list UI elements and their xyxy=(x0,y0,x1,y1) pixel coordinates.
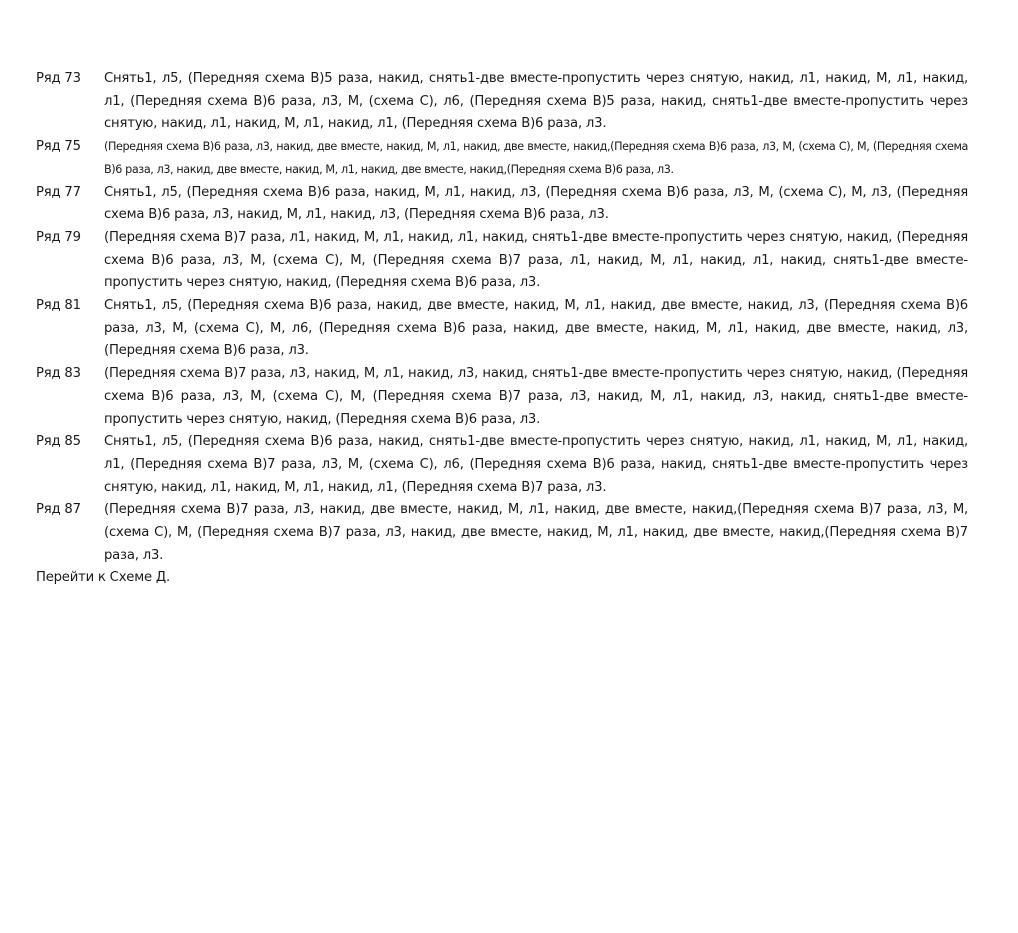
row-label: Ряд 81 xyxy=(36,298,81,314)
row-label: Ряд 85 xyxy=(36,434,81,450)
row-label: Ряд 83 xyxy=(36,366,81,382)
row-text: (Передняя схема В)6 раза, л3, накид, две вместе, накид, М, л1, накид, две вместе, накид,(Передняя схема В)6 раза, л3, М, (схема С), М, (Передняя схема В)6 раза, л3, накид, две вместе, накид, М, л1, накид, две вместе, накид,(Передняя схема В)6 раза, л3. xyxy=(104,140,968,176)
row-text: (Передняя схема В)7 раза, л3, накид, две вместе, накид, М, л1, накид, две вместе, накид,(Передняя схема В)7 раза, л3, М, (схема С), М, (Передняя схема В)7 раза, л3, накид, две вместе, накид, М, л1, накид, две вместе, накид,(Передняя схема В)7 раза, л3. xyxy=(104,502,968,563)
row-73 xyxy=(36,68,968,136)
row-label: Ряд 77 xyxy=(36,184,81,200)
row-79 xyxy=(36,227,968,295)
row-text: Снять1, л5, (Передняя схема В)6 раза, накид, две вместе, накид, М, л1, накид, две вместе, накид, л3, (Передняя схема В)6 раза, л3, М, (схема С), М, л6, (Передняя схема В)6 раза, накид, две вместе, накид, М, л1, накид, две вместе, накид, л3, (Передняя схема В)6 раза, л3. xyxy=(104,298,968,359)
row-text: (Передняя схема В)7 раза, л3, накид, М, л1, накид, л3, накид, снять1-две вместе-пропустить через снятую, накид, (Передняя схема В)6 раза, л3, М, (схема С), М, (Передняя схема В)7 раза, л3, накид, М, л1, накид, л3, накид, снять1-две вместе-пропустить через снятую, накид, (Передняя схема В)6 раза, л3. xyxy=(104,366,968,427)
row-text: (Передняя схема В)7 раза, л1, накид, М, л1, накид, л1, накид, снять1-две вместе-пропустить через снятую, накид, (Передняя схема В)6 раза, л3, М, (схема С), М, (Передняя схема В)7 раза, л1, накид, М, л1, накид, л1, накид, снять1-две вместе-пропустить через снятую, накид, (Передняя схема В)6 раза, л3. xyxy=(104,229,968,291)
row-label: Ряд 79 xyxy=(36,229,81,245)
row-85 xyxy=(36,431,968,499)
row-text: Снять1, л5, (Передняя схема В)6 раза, накид, М, л1, накид, л3, (Передняя схема В)6 раза, л3, М, (схема С), М, л3, (Передняя схема В)6 раза, л3, накид, М, л1, накид, л3, (Передняя схема В)6 раза, л3. xyxy=(104,184,968,223)
row-87 xyxy=(36,499,968,567)
row-75 xyxy=(36,136,968,181)
row-81 xyxy=(36,295,968,363)
row-label: Ряд 73 xyxy=(36,71,81,86)
row-text: Снять1, л5, (Передняя схема В)6 раза, накид, снять1-две вместе-пропустить через снятую, накид, л1, накид, М, л1, накид, л1, (Передняя схема В)7 раза, л3, М, (схема С), л6, (Передняя схема В)6 раза, накид, снять1-две вместе-пропустить через снятую, накид, л1, накид, М, л1, накид, л1, (Передняя схема В)7 раза, л3. xyxy=(104,434,968,495)
row-label: Ряд 87 xyxy=(36,502,81,518)
go-to-scheme-d-text: Перейти к Схеме Д. xyxy=(36,570,170,586)
row-text: Снять1, л5, (Передняя схема В)5 раза, накид, снять1-две вместе-пропустить через снятую, накид, л1, накид, М, л1, накид, л1, (Передняя схема В)6 раза, л3, М, (схема С), л6, (Передняя схема В)5 раза, накид, снять1-две вместе-пропустить через снятую, накид, л1, накид, М, л1, накид, л1, (Передняя схема В)6 раза, л3. xyxy=(104,71,968,132)
row-77 xyxy=(36,182,968,227)
row-83 xyxy=(36,363,968,431)
pattern-document xyxy=(36,68,968,590)
row-label: Ряд 75 xyxy=(36,139,81,155)
